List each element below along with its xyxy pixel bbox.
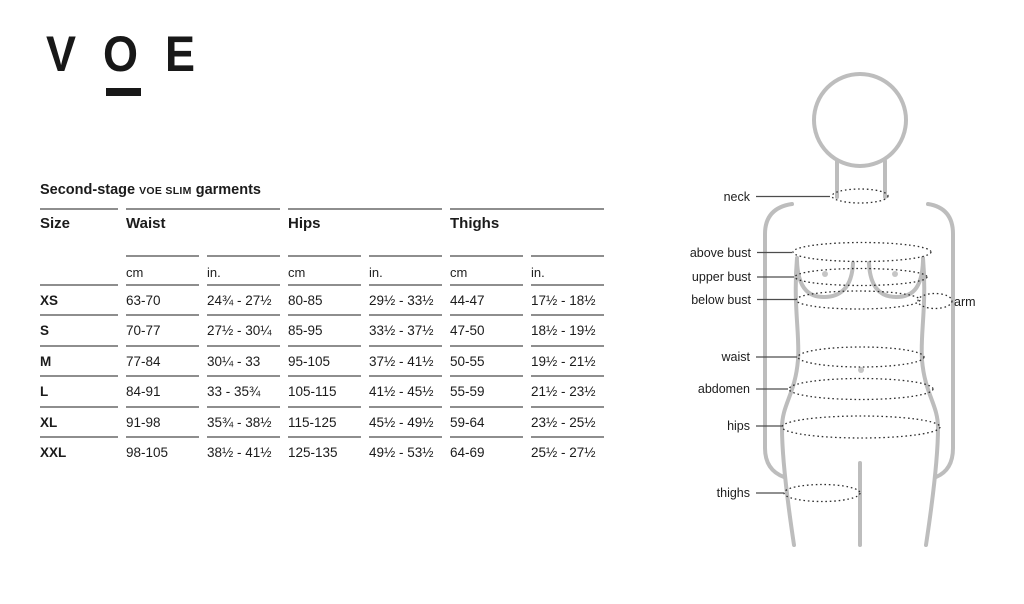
cell-xl-thighs-in: 23½ - 25½ <box>531 406 604 436</box>
neck-measure-ellipse <box>832 189 888 203</box>
cell-xs-hips-cm: 80-85 <box>288 284 361 314</box>
measurement-ellipses <box>782 189 952 502</box>
cell-xxl-waist-cm: 98-105 <box>126 436 199 466</box>
cell-s-waist-cm: 70-77 <box>126 314 199 344</box>
navel-dot <box>858 367 864 373</box>
cell-xl-hips-in: 45½ - 49½ <box>369 406 442 436</box>
cell-s-size: S <box>40 314 118 344</box>
cell-m-waist-cm: 77-84 <box>126 345 199 375</box>
left-bust-dot <box>822 271 828 277</box>
cell-xl-waist-in: 35¾ - 38½ <box>207 406 280 436</box>
col-header-hips: Hips <box>288 208 442 255</box>
left-bust-curve <box>797 261 853 297</box>
hips-measure-ellipse <box>782 416 940 438</box>
unit-thighs-in: in. <box>531 255 604 284</box>
right-torso-leg-outline <box>922 258 938 545</box>
left-arm-outline <box>765 204 792 477</box>
cell-xxl-thighs-cm: 64-69 <box>450 436 523 466</box>
head-outline <box>814 74 906 166</box>
unit-hips-cm: cm <box>288 255 361 284</box>
unit-thighs-cm: cm <box>450 255 523 284</box>
cell-m-hips-cm: 95-105 <box>288 345 361 375</box>
unit-waist-cm: cm <box>126 255 199 284</box>
cell-xxl-hips-in: 49½ - 53½ <box>369 436 442 466</box>
measurement-labels <box>690 190 976 500</box>
cell-xs-hips-in: 29½ - 33½ <box>369 284 442 314</box>
cell-m-size: M <box>40 345 118 375</box>
right-bust-dot <box>892 271 898 277</box>
waist-label: waist <box>721 350 750 364</box>
body-dots <box>822 271 898 373</box>
thighs-measure-ellipse <box>784 485 860 502</box>
cell-xxl-size: XXL <box>40 436 118 466</box>
cell-s-thighs-in: 18½ - 19½ <box>531 314 604 344</box>
left-torso-leg-outline <box>782 258 798 545</box>
cell-m-thighs-cm: 50-55 <box>450 345 523 375</box>
cell-l-hips-in: 41½ - 45½ <box>369 375 442 405</box>
cell-s-hips-cm: 85-95 <box>288 314 361 344</box>
leader-lines <box>756 197 830 494</box>
unit-waist-in: in. <box>207 255 280 284</box>
arm-label: arm <box>954 295 976 309</box>
hips-label: hips <box>727 419 750 433</box>
chart-title-pre: Second-stage <box>40 182 140 198</box>
above-bust-measure-ellipse <box>793 243 931 262</box>
cell-l-hips-cm: 105-115 <box>288 375 361 405</box>
cell-xs-waist-cm: 63-70 <box>126 284 199 314</box>
above-bust-label: above bust <box>689 246 751 260</box>
cell-xxl-hips-cm: 125-135 <box>288 436 361 466</box>
cell-xl-size: XL <box>40 406 118 436</box>
cell-s-hips-in: 33½ - 37½ <box>369 314 442 344</box>
below-bust-label: below bust <box>691 293 751 307</box>
cell-m-waist-in: 30¼ - 33 <box>207 345 280 375</box>
abdomen-measure-ellipse <box>789 379 933 400</box>
cell-m-thighs-in: 19½ - 21½ <box>531 345 604 375</box>
cell-s-thighs-cm: 47-50 <box>450 314 523 344</box>
chart-title-brand: VOE SLIM <box>139 185 192 197</box>
chart-title <box>40 182 261 198</box>
cell-s-waist-in: 27½ - 30¼ <box>207 314 280 344</box>
cell-xxl-thighs-in: 25½ - 27½ <box>531 436 604 466</box>
right-bust-curve <box>869 261 923 297</box>
right-arm-outline <box>928 204 953 477</box>
col-header-size: Size <box>40 208 118 255</box>
unit-hips-in: in. <box>369 255 442 284</box>
thighs-label: thighs <box>716 486 750 500</box>
cell-xs-thighs-cm: 44-47 <box>450 284 523 314</box>
cell-l-thighs-in: 21½ - 23½ <box>531 375 604 405</box>
upper-bust-measure-ellipse <box>795 269 927 286</box>
neck-label: neck <box>723 190 750 204</box>
body-measurement-diagram <box>660 0 1024 604</box>
abdomen-label: abdomen <box>697 382 750 396</box>
waist-measure-ellipse <box>798 347 924 367</box>
cell-l-waist-in: 33 - 35¾ <box>207 375 280 405</box>
logo-underline <box>106 88 141 96</box>
cell-l-size: L <box>40 375 118 405</box>
cell-l-waist-cm: 84-91 <box>126 375 199 405</box>
cell-xl-waist-cm: 91-98 <box>126 406 199 436</box>
cell-xs-waist-in: 24¾ - 27½ <box>207 284 280 314</box>
col-header-waist: Waist <box>126 208 280 255</box>
chart-title-post: garments <box>191 182 261 198</box>
size-table <box>40 208 604 466</box>
logo-wordmark: VOE <box>46 26 223 82</box>
cell-xs-thighs-in: 17½ - 18½ <box>531 284 604 314</box>
cell-m-hips-in: 37½ - 41½ <box>369 345 442 375</box>
col-header-thighs: Thighs <box>450 208 604 255</box>
cell-xxl-waist-in: 38½ - 41½ <box>207 436 280 466</box>
cell-xl-hips-cm: 115-125 <box>288 406 361 436</box>
cell-xl-thighs-cm: 59-64 <box>450 406 523 436</box>
unit-blank <box>40 255 118 284</box>
cell-xs-size: XS <box>40 284 118 314</box>
upper-bust-label: upper bust <box>691 270 751 284</box>
cell-l-thighs-cm: 55-59 <box>450 375 523 405</box>
